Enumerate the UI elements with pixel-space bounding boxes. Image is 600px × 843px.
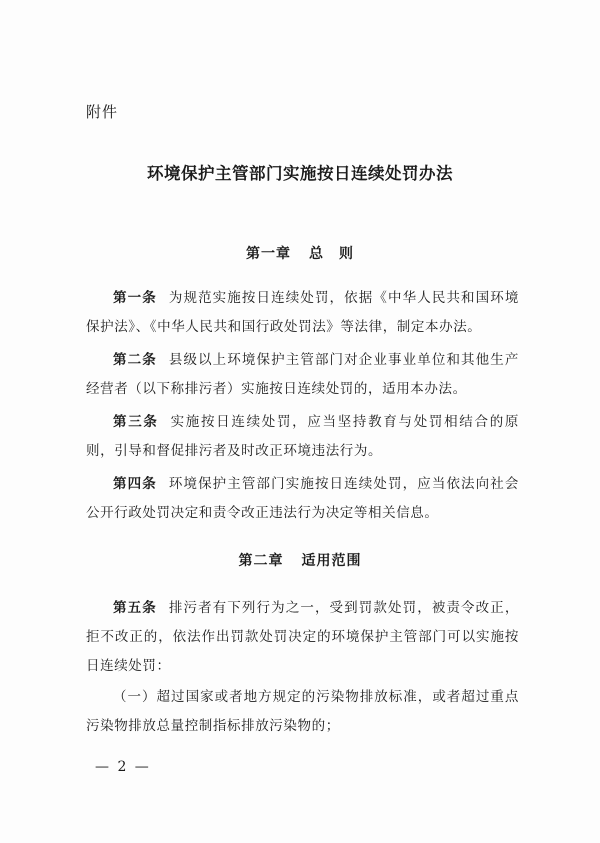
article-text: 实施按日连续处罚，应当坚持教育与处罚相结合的原则，引导和督促排污者及时改正环境违法行为。: [86, 414, 519, 459]
chapter-name: 适用范围: [301, 553, 362, 569]
article-text: 县级以上环境保护主管部门对企业事业单位和其他生产经营者（以下称排污者）实施按日连续处罚的，适用本办法。: [86, 352, 519, 397]
list-item-text: （一）超过国家或者地方规定的污染物排放标准，或者超过重点污染物排放总量控制指标排放污染物的；: [86, 689, 519, 734]
chapter-heading: [0, 550, 600, 570]
chapter-number: 第二章: [238, 553, 284, 569]
article-number: 第五条: [113, 600, 157, 616]
chapter-name: 总 则: [309, 246, 354, 262]
chapter-heading: [0, 243, 600, 263]
chapter-number: 第一章: [246, 246, 291, 262]
article-text: 环境保护主管部门实施按日连续处罚，应当依法向社会公开行政处罚决定和责令改正违法行为决定等相关信息。: [86, 476, 519, 521]
article-5: [86, 594, 519, 681]
document-title: 环境保护主管部门实施按日连续处罚办法: [147, 164, 453, 183]
article-4: [86, 470, 519, 528]
article-number: 第二条: [113, 352, 157, 368]
article-3: [86, 408, 519, 466]
article-text: 排污者有下列行为之一，受到罚款处罚，被责令改正，拒不改正的，依法作出罚款处罚决定的环境保护主管部门可以实施按日连续处罚：: [86, 600, 519, 674]
article-number: 第一条: [113, 290, 157, 306]
article-number: 第三条: [113, 414, 159, 430]
page-number: — 2 —: [95, 759, 151, 775]
list-item: [86, 683, 519, 741]
article-2: [86, 346, 519, 404]
article-number: 第四条: [113, 476, 157, 492]
attachment-label: 附件: [86, 103, 119, 121]
article-text: 为规范实施按日连续处罚，依据《中华人民共和国环境保护法》、《中华人民共和国行政处罚法》等法律，制定本办法。: [86, 290, 519, 335]
article-1: [86, 284, 519, 342]
